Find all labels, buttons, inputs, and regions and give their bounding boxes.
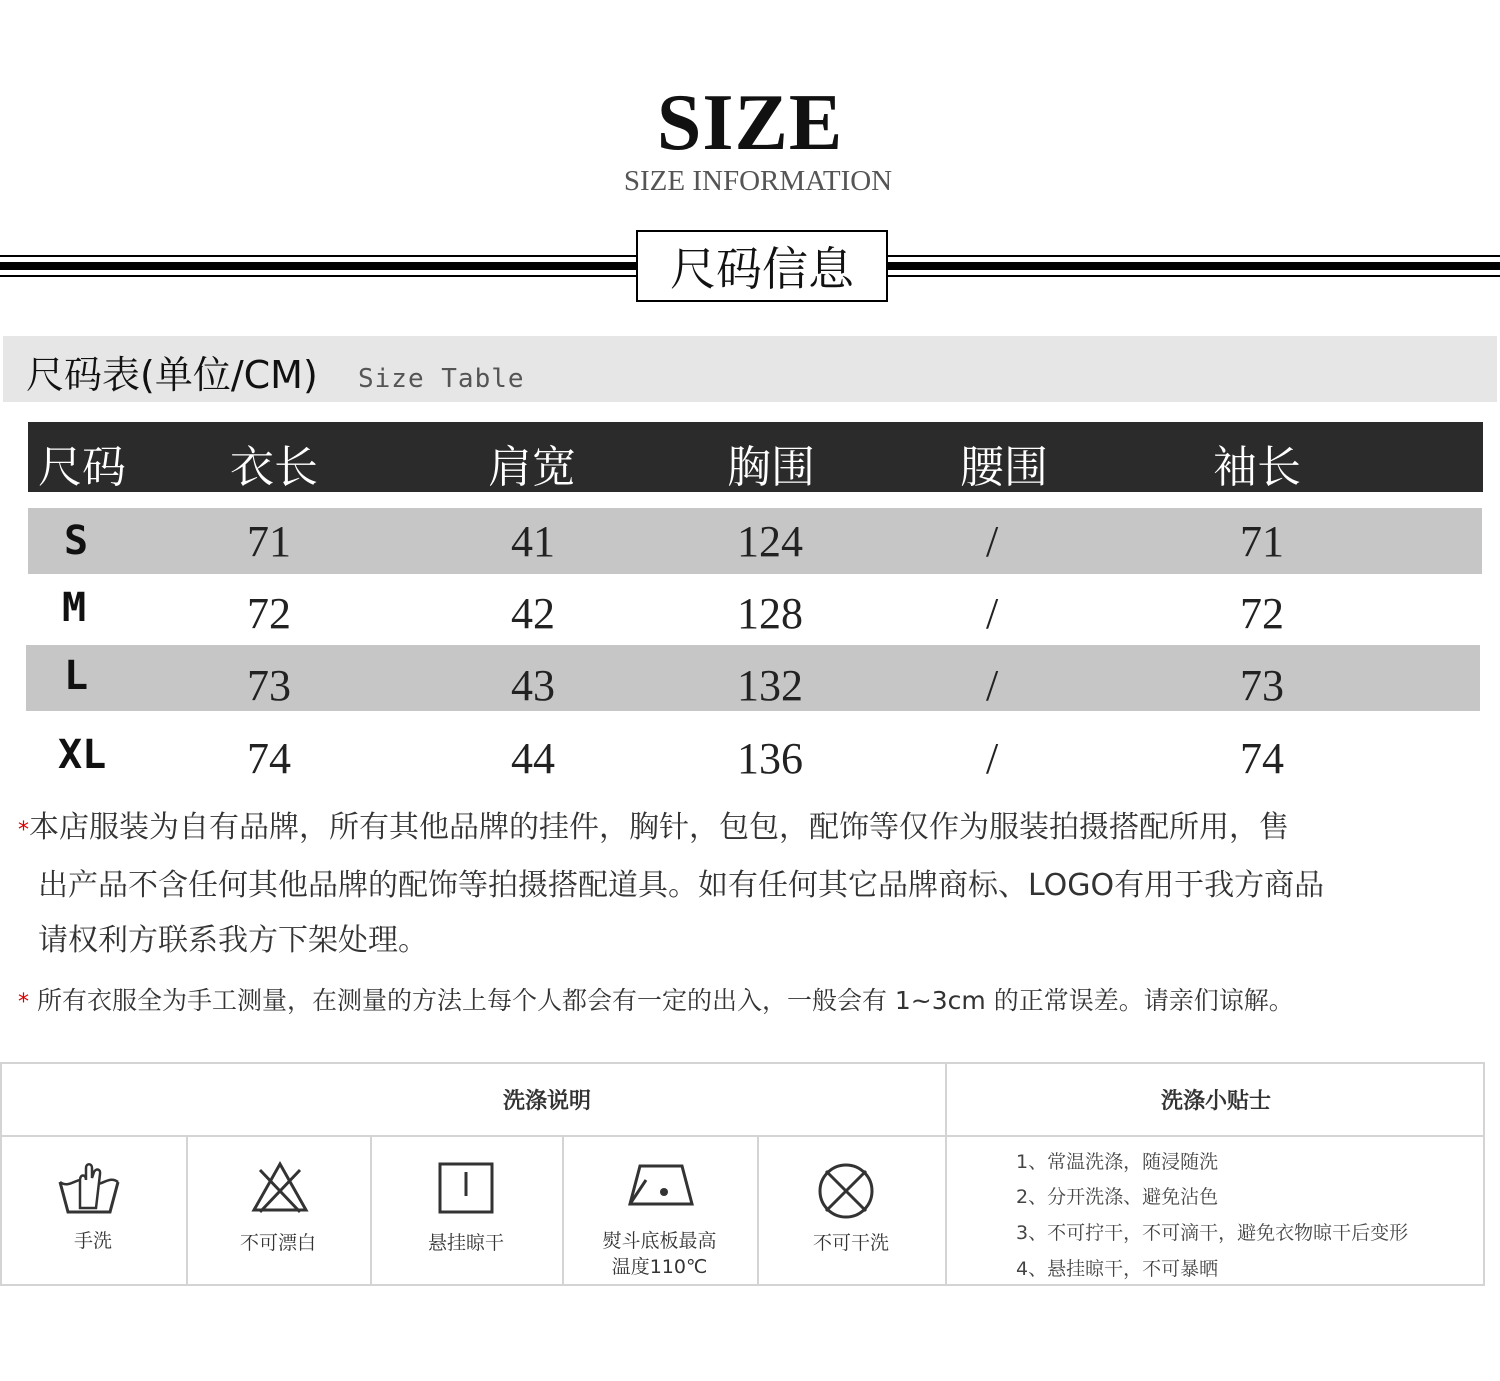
- divider-left: [0, 262, 636, 270]
- table-cell-size: M: [62, 585, 87, 631]
- table-caption-cn: 尺码表(单位/CM): [26, 353, 318, 397]
- no-dry-clean-label: 不可干洗: [812, 1232, 889, 1254]
- page-subtitle: SIZE INFORMATION: [623, 165, 893, 197]
- no-bleach-icon: [250, 1160, 310, 1216]
- wash-tip: 2、分开洗涤、避免沾色: [1016, 1186, 1219, 1208]
- table-cell-size: S: [64, 518, 89, 564]
- wash-tip: 1、常温洗涤，随浸随洗: [1016, 1151, 1219, 1173]
- hang-dry-icon: [436, 1160, 496, 1216]
- table-cell-chest: 132: [737, 661, 803, 710]
- iron-icon: [626, 1160, 698, 1210]
- divider-right: [886, 262, 1500, 270]
- divider-right-bottom: [886, 275, 1500, 277]
- measurement-notice: [18, 973, 1488, 1030]
- table-cell-sleeve: 72: [1240, 589, 1284, 638]
- column-header-chest: 胸围: [727, 442, 815, 493]
- brand-notice: [18, 800, 1478, 968]
- page-title: SIZE: [656, 79, 844, 167]
- table-cell-size: XL: [58, 732, 107, 778]
- table-caption-en: Size Table: [358, 364, 525, 394]
- divider-right-top: [886, 255, 1500, 257]
- care-divider: [370, 1135, 372, 1286]
- column-header-waist: 腰围: [960, 442, 1048, 493]
- column-header-shoulder: 肩宽: [488, 442, 576, 493]
- table-cell-chest: 124: [737, 517, 803, 566]
- iron-label-line1: 熨斗底板最高: [602, 1230, 717, 1252]
- iron-label: [562, 1228, 757, 1280]
- brand-notice-line3: 请权利方联系我方下架处理。: [38, 923, 428, 958]
- table-cell-shoulder: 43: [511, 661, 555, 710]
- wash-instructions-heading: 洗涤说明: [502, 1089, 591, 1114]
- column-header-sleeve: 袖长: [1213, 442, 1301, 493]
- asterisk-icon: *: [18, 818, 29, 843]
- table-cell-sleeve: 71: [1240, 517, 1284, 566]
- table-cell-length: 72: [247, 589, 291, 638]
- table-cell-length: 71: [247, 517, 291, 566]
- hang-dry-label: 悬挂晾干: [427, 1232, 504, 1254]
- table-cell-length: 73: [247, 661, 291, 710]
- divider-left-bottom: [0, 275, 636, 277]
- column-header-size: 尺码: [38, 442, 126, 493]
- wash-tips-heading: 洗涤小贴士: [1160, 1089, 1271, 1114]
- no-bleach-label: 不可漂白: [239, 1232, 316, 1254]
- table-cell-length: 74: [247, 734, 291, 783]
- divider-left-top: [0, 255, 636, 257]
- column-header-length: 衣长: [230, 442, 318, 493]
- care-divider: [186, 1135, 188, 1286]
- table-cell-sleeve: 73: [1240, 661, 1284, 710]
- table-cell-sleeve: 74: [1240, 734, 1284, 783]
- table-cell-waist: /: [986, 734, 999, 783]
- table-cell-shoulder: 44: [511, 734, 555, 783]
- table-cell-chest: 136: [737, 734, 803, 783]
- care-divider: [757, 1135, 759, 1286]
- wash-tip: 3、不可拧干，不可滴干，避免衣物晾干后变形: [1016, 1222, 1409, 1244]
- measurement-notice-text: 所有衣服全为手工测量，在测量的方法上每个人都会有一定的出入，一般会有 1~3cm 的正常误差。请亲们谅解。: [36, 986, 1294, 1015]
- hand-wash-icon: [56, 1160, 122, 1220]
- care-divider: [0, 1135, 1485, 1137]
- table-cell-chest: 128: [737, 589, 803, 638]
- table-cell-waist: /: [986, 661, 999, 710]
- wash-tip: 4、悬挂晾干，不可暴晒: [1016, 1258, 1219, 1280]
- hand-wash-label: 手洗: [73, 1230, 112, 1252]
- iron-label-line2: 温度110℃: [611, 1256, 708, 1278]
- no-dry-clean-icon: [814, 1160, 878, 1222]
- brand-notice-line1: 本店服装为自有品牌，所有其他品牌的挂件，胸针，包包，配饰等仅作为服装拍摄搭配所用，售: [29, 810, 1289, 845]
- table-cell-shoulder: 42: [511, 589, 555, 638]
- table-cell-shoulder: 41: [511, 517, 555, 566]
- brand-notice-line2: 出产品不含任何其他品牌的配饰等拍摄搭配道具。如有任何其它品牌商标、LOGO有用于我方商品: [38, 868, 1325, 903]
- table-cell-size: L: [64, 653, 89, 699]
- table-cell-waist: /: [986, 517, 999, 566]
- section-label: 尺码信息: [636, 230, 888, 302]
- asterisk-icon: *: [18, 990, 29, 1015]
- table-cell-waist: /: [986, 589, 999, 638]
